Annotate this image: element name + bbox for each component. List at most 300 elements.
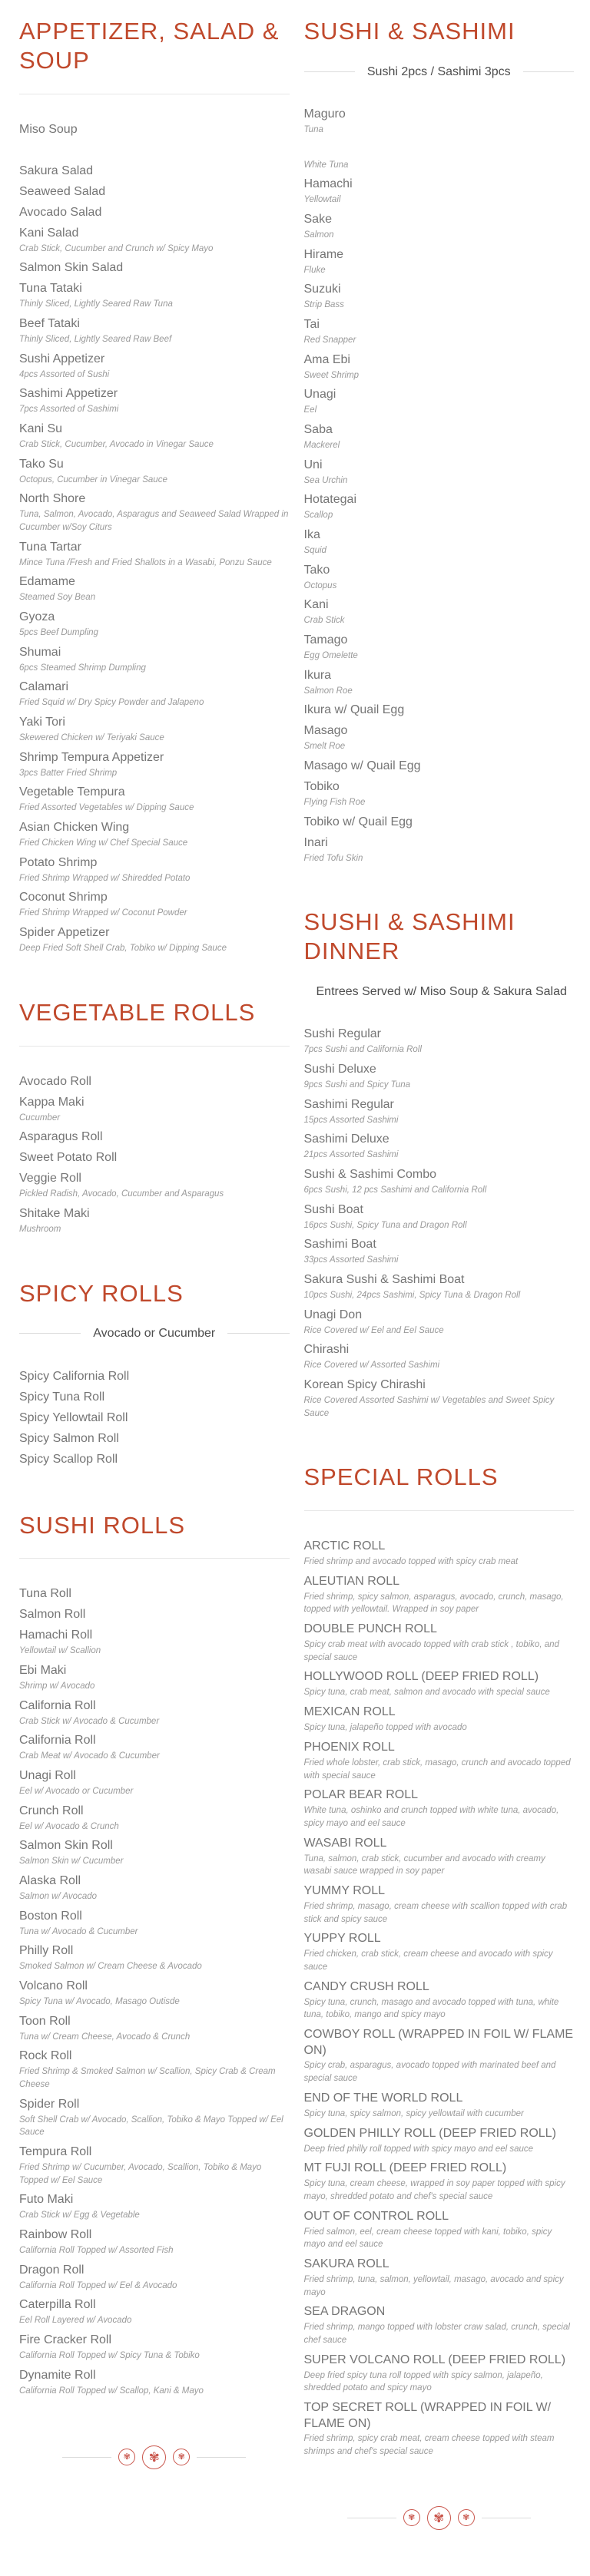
menu-item bbox=[19, 143, 290, 159]
item-description: Squid bbox=[303, 546, 326, 556]
item-list bbox=[19, 1369, 290, 1468]
item-name: Sashimi Boat bbox=[303, 1238, 376, 1252]
menu-item bbox=[19, 1150, 290, 1166]
item-name: Sashimi Regular bbox=[303, 1097, 394, 1111]
item-description: Spicy crab meat with avocado topped with crab stick , tobiko, and special sauce bbox=[303, 1640, 559, 1662]
item-name: Gyoza bbox=[19, 610, 55, 624]
menu-item bbox=[304, 815, 575, 831]
menu-item bbox=[304, 563, 575, 593]
menu-item bbox=[19, 1129, 290, 1146]
item-list bbox=[19, 1586, 290, 2397]
menu-item bbox=[19, 205, 290, 221]
section-divider bbox=[19, 1046, 290, 1047]
menu-item bbox=[304, 1622, 575, 1664]
item-name: Coconut Shrimp bbox=[19, 891, 108, 904]
menu-item bbox=[19, 457, 290, 487]
divider-line bbox=[304, 71, 355, 72]
item-description: Mushroom bbox=[19, 1224, 61, 1234]
menu-item bbox=[304, 2353, 575, 2395]
menu-item bbox=[19, 574, 290, 604]
item-description: Eel Roll Layered w/ Avocado bbox=[19, 2316, 132, 2326]
menu-item bbox=[19, 2368, 290, 2398]
item-description: Rice Covered w/ Assorted Sashimi bbox=[303, 1361, 440, 1371]
item-name: Maguro bbox=[303, 107, 346, 121]
item-name bbox=[304, 142, 575, 158]
item-name: Sushi Deluxe bbox=[303, 1062, 376, 1076]
item-description: Spicy crab, asparagus, avocado topped with marinated beef and special sauce bbox=[303, 2061, 556, 2084]
item-name: Salmon Skin Salad bbox=[19, 261, 124, 275]
item-name: END OF THE WORLD ROLL bbox=[303, 2091, 463, 2105]
item-description: Tuna w/ Cream Cheese, Avocado & Crunch bbox=[19, 2032, 191, 2042]
flower-icon: ✾ bbox=[458, 2509, 475, 2526]
item-name: Spider Appetizer bbox=[19, 926, 110, 940]
item-name: Sakura Salad bbox=[19, 164, 94, 177]
menu-section bbox=[19, 998, 290, 1236]
item-name: Sashimi Deluxe bbox=[303, 1133, 389, 1146]
item-name: Spicy Tuna Roll bbox=[19, 1390, 105, 1404]
menu-item bbox=[304, 492, 575, 522]
item-description: Fried Shrimp Wrapped w/ Shiredded Potato bbox=[19, 873, 191, 883]
item-description: Salmon Roe bbox=[303, 686, 353, 696]
item-name: Rainbow Roll bbox=[19, 2228, 92, 2242]
item-name: Sushi Boat bbox=[303, 1202, 363, 1216]
item-name: Tobiko bbox=[303, 780, 340, 794]
item-description: 6pcs Sushi, 12 pcs Sashimi and California Roll bbox=[303, 1185, 487, 1195]
menu-item bbox=[304, 1539, 575, 1569]
item-name: Masago w/ Quail Egg bbox=[303, 759, 421, 773]
menu-item bbox=[304, 1574, 575, 1616]
item-name: Futo Maki bbox=[19, 2193, 74, 2207]
menu-item bbox=[19, 316, 290, 346]
item-description: Salmon Skin w/ Cucumber bbox=[19, 1857, 124, 1867]
menu-item bbox=[19, 785, 290, 815]
item-name: Volcano Roll bbox=[19, 1979, 88, 1993]
section-divider bbox=[304, 1510, 575, 1511]
menu-item bbox=[19, 281, 290, 311]
item-description: Flying Fish Roe bbox=[303, 798, 366, 808]
menu-item bbox=[19, 2192, 290, 2222]
menu-item bbox=[19, 1431, 290, 1447]
item-name: GOLDEN PHILLY ROLL (DEEP FRIED ROLL) bbox=[303, 2126, 556, 2140]
item-name: OUT OF CONTROL ROLL bbox=[303, 2209, 449, 2223]
menu-item bbox=[304, 1931, 575, 1973]
item-description: California Roll Topped w/ Scallop, Kani & Mayo bbox=[19, 2386, 204, 2396]
item-name: Philly Roll bbox=[19, 1944, 74, 1958]
item-name: Korean Spicy Chirashi bbox=[303, 1377, 426, 1391]
menu-item bbox=[304, 2027, 575, 2085]
item-name: Kappa Maki bbox=[19, 1095, 85, 1109]
menu-section bbox=[304, 17, 575, 865]
item-description: Mince Tuna /Fresh and Fried Shallots in a Wasabi, Ponzu Sauce bbox=[19, 557, 272, 567]
item-description: Fried shrimp, tuna, salmon, yellowtail, masago, avocado and spicy mayo bbox=[303, 2274, 564, 2297]
menu-item bbox=[19, 2144, 290, 2187]
section-divider-with-note bbox=[304, 984, 575, 999]
item-description: 10pcs Sushi, 24pcs Sashimi, Spicy Tuna & Dragon Roll bbox=[303, 1290, 521, 1300]
menu-item bbox=[304, 247, 575, 277]
divider-line bbox=[197, 2457, 246, 2458]
item-name: Asian Chicken Wing bbox=[19, 821, 130, 835]
item-name: Toon Roll bbox=[19, 2014, 71, 2028]
menu-item bbox=[304, 1787, 575, 1830]
item-name: POLAR BEAR ROLL bbox=[303, 1788, 418, 1802]
item-name: Calamari bbox=[19, 680, 69, 694]
item-name: Avocado Salad bbox=[19, 205, 102, 219]
menu-item bbox=[19, 1369, 290, 1385]
item-name: Spider Roll bbox=[19, 2097, 80, 2111]
menu-item bbox=[304, 668, 575, 698]
item-description: Octopus, Cucumber in Vinegar Sauce bbox=[19, 475, 167, 484]
section-title: VEGETABLE ROLLS bbox=[19, 998, 256, 1026]
menu-item bbox=[19, 1873, 290, 1903]
item-name: Sashimi Appetizer bbox=[19, 387, 118, 401]
menu-item bbox=[304, 458, 575, 488]
item-description: Steamed Soy Bean bbox=[19, 593, 96, 603]
menu-item bbox=[304, 317, 575, 347]
item-name: Shitake Maki bbox=[19, 1206, 90, 1220]
item-description: Egg Omelette bbox=[303, 651, 358, 661]
item-description: Skewered Chicken w/ Teriyaki Sauce bbox=[19, 733, 164, 743]
menu-item bbox=[19, 352, 290, 382]
menu-item bbox=[19, 2227, 290, 2257]
item-description: Fried shrimp, spicy salmon, asparagus, avocado, crunch, masago, topped with yellowtail. Wrapped in soy paper bbox=[303, 1592, 564, 1615]
item-name: Kani Su bbox=[19, 422, 63, 435]
item-name: Sushi Appetizer bbox=[19, 352, 105, 365]
item-description: Soft Shell Crab w/ Avocado, Scallion, Tobiko & Mayo Topped w/ Eel Sauce bbox=[19, 2115, 283, 2138]
item-description: Mackerel bbox=[303, 441, 340, 451]
menu-item bbox=[304, 1836, 575, 1878]
menu-item bbox=[19, 386, 290, 416]
menu-item bbox=[19, 820, 290, 850]
item-name: YUPPY ROLL bbox=[303, 1932, 381, 1946]
item-description: Fried shrimp, mango topped with lobster craw salad, crunch, special chef sauce bbox=[303, 2323, 570, 2345]
item-description: Tuna, Salmon, Avocado, Asparagus and Seaweed Salad Wrapped in Cucumber w/Soy Citurs bbox=[19, 510, 289, 532]
item-name: Spicy California Roll bbox=[19, 1369, 130, 1383]
item-description: Eel bbox=[303, 405, 317, 415]
item-description: California Roll Topped w/ Eel & Avocado bbox=[19, 2280, 177, 2290]
item-description: Strip Bass bbox=[303, 300, 344, 310]
item-description: Fried Squid w/ Dry Spicy Powder and Jalapeno bbox=[19, 698, 204, 708]
menu-item bbox=[304, 1342, 575, 1372]
item-name: Sushi & Sashimi Combo bbox=[303, 1167, 437, 1181]
menu-item bbox=[19, 680, 290, 709]
menu-item bbox=[304, 779, 575, 809]
item-description: Fried Shrimp w/ Cucumber, Avocado, Scallion, Tobiko & Mayo Topped w/ Eel Sauce bbox=[19, 2163, 262, 2185]
item-name: Kani Salad bbox=[19, 226, 79, 240]
section-title: SPICY ROLLS bbox=[19, 1279, 184, 1307]
menu-section bbox=[304, 908, 575, 1420]
menu-item bbox=[19, 491, 290, 534]
item-description: Sea Urchin bbox=[303, 475, 348, 485]
item-description: 33pcs Assorted Sashimi bbox=[303, 1255, 399, 1265]
flower-icon: ✾ bbox=[427, 2506, 451, 2530]
item-list bbox=[304, 107, 575, 865]
menu-item bbox=[19, 1943, 290, 1973]
menu-item bbox=[304, 387, 575, 417]
menu-item bbox=[304, 2304, 575, 2346]
menu-item bbox=[304, 633, 575, 663]
item-name: Miso Soup bbox=[19, 122, 78, 136]
menu-item bbox=[304, 1202, 575, 1232]
item-name: Tempura Roll bbox=[19, 2145, 92, 2159]
menu-item bbox=[304, 597, 575, 627]
item-name: Salmon Skin Roll bbox=[19, 1839, 113, 1853]
item-description: Spicy Tuna w/ Avocado, Masago Outisde bbox=[19, 1997, 180, 2007]
item-name: YUMMY ROLL bbox=[303, 1883, 386, 1897]
menu-item bbox=[19, 1390, 290, 1406]
menu-item bbox=[19, 1607, 290, 1623]
flower-divider bbox=[347, 2506, 531, 2530]
item-name: CANDY CRUSH ROLL bbox=[303, 1979, 429, 1993]
item-name: Spicy Salmon Roll bbox=[19, 1431, 119, 1445]
menu-item bbox=[304, 759, 575, 775]
item-description: Fried shrimp and avocado topped with spicy crab meat bbox=[303, 1557, 519, 1567]
menu-item bbox=[304, 2161, 575, 2203]
item-description: Salmon w/ Avocado bbox=[19, 1892, 98, 1902]
item-name: Salmon Roll bbox=[19, 1608, 86, 1622]
item-description: Spicy tuna, crab meat, salmon and avocado with special sauce bbox=[303, 1688, 550, 1698]
menu-section bbox=[19, 1511, 290, 2398]
item-description: Tuna, salmon, crab stick, cucumber and avocado with creamy wasabi sauce wrapped in soy paper bbox=[303, 1853, 545, 1877]
item-name: Uni bbox=[303, 458, 323, 471]
item-description: Fried whole lobster, crab stick, masago, crunch and avocado topped with special sauce bbox=[303, 1758, 571, 1781]
item-name: Veggie Roll bbox=[19, 1172, 81, 1185]
item-name: Vegetable Tempura bbox=[19, 785, 125, 799]
item-name: Yaki Tori bbox=[19, 716, 65, 729]
menu-item bbox=[19, 1909, 290, 1939]
menu-item bbox=[304, 723, 575, 753]
section-title: APPETIZER, SALAD & SOUP bbox=[19, 18, 280, 74]
menu-item bbox=[19, 1586, 290, 1602]
item-name: Sake bbox=[303, 213, 332, 227]
item-description: Fried Shrimp Wrapped w/ Coconut Powder bbox=[19, 908, 187, 918]
menu-item bbox=[304, 177, 575, 207]
menu-item bbox=[19, 184, 290, 200]
menu-section bbox=[304, 1463, 575, 2459]
item-name: Kani bbox=[303, 598, 329, 612]
item-name: Dragon Roll bbox=[19, 2263, 85, 2277]
item-description: Fried shrimp, spicy crab meat, cream cheese topped with steam shrimps and chef's special sauce bbox=[303, 2434, 555, 2457]
menu-column-left bbox=[19, 17, 290, 2530]
menu-item bbox=[19, 2097, 290, 2139]
item-name: Unagi Roll bbox=[19, 1769, 76, 1783]
item-description: Crab Stick, Cucumber, Avocado in Vinegar Sauce bbox=[19, 439, 214, 449]
flower-icon: ✾ bbox=[173, 2449, 190, 2465]
item-list bbox=[19, 1074, 290, 1236]
item-description: Pickled Radish, Avocado, Cucumber and Asparagus bbox=[19, 1189, 224, 1199]
item-description: Fried chicken, crab stick, cream cheese and avocado with spicy sauce bbox=[303, 1949, 553, 1972]
item-description: Scallop bbox=[303, 511, 333, 521]
item-name: Shumai bbox=[19, 645, 61, 659]
menu-item bbox=[304, 1669, 575, 1699]
item-name: Tobiko w/ Quail Egg bbox=[303, 815, 413, 828]
item-name: Ika bbox=[303, 528, 320, 542]
menu-item bbox=[19, 1838, 290, 1868]
menu-item bbox=[304, 1308, 575, 1338]
menu-item bbox=[19, 1206, 290, 1236]
menu-column-right bbox=[304, 17, 575, 2530]
menu-item bbox=[19, 925, 290, 955]
item-description: Smoked Salmon w/ Cream Cheese & Avocado bbox=[19, 1962, 202, 1972]
item-description: 21pcs Assorted Sashimi bbox=[303, 1150, 399, 1160]
item-name: TOP SECRET ROLL (WRAPPED IN FOIL W/ FLAME ON) bbox=[303, 2400, 552, 2430]
item-description: Deep fried spicy tuna roll topped with spicy salmon, jalapeño, shredded potato and spicy mayo bbox=[303, 2370, 543, 2393]
item-name: Ama Ebi bbox=[303, 352, 350, 366]
flower-divider bbox=[62, 2445, 246, 2469]
item-name: Tako Su bbox=[19, 457, 64, 471]
item-description: Crab Stick, Cucumber and Crunch w/ Spicy Mayo bbox=[19, 243, 214, 253]
menu-item bbox=[19, 1698, 290, 1728]
menu-item bbox=[304, 1237, 575, 1267]
menu-item bbox=[304, 107, 575, 137]
item-name: SAKURA ROLL bbox=[303, 2257, 389, 2270]
item-description: Fried Chicken Wing w/ Chef Special Sauce bbox=[19, 838, 188, 848]
menu-item bbox=[304, 835, 575, 865]
menu-item bbox=[19, 226, 290, 256]
item-name: Ikura w/ Quail Egg bbox=[303, 703, 405, 717]
menu-item bbox=[19, 422, 290, 451]
item-description: 15pcs Assorted Sashimi bbox=[303, 1115, 399, 1125]
item-name: MEXICAN ROLL bbox=[303, 1705, 396, 1719]
menu-item bbox=[19, 2014, 290, 2044]
item-description: Eel w/ Avocado or Cucumber bbox=[19, 1787, 134, 1797]
menu-item bbox=[304, 1132, 575, 1162]
menu-item bbox=[304, 282, 575, 312]
divider-note: Sushi 2pcs / Sashimi 3pcs bbox=[366, 64, 511, 78]
item-description: Tuna w/ Avocado & Cucumber bbox=[19, 1926, 138, 1936]
menu-item bbox=[19, 2049, 290, 2091]
item-name: ALEUTIAN ROLL bbox=[303, 1574, 399, 1588]
section-title: SUSHI & SASHIMI DINNER bbox=[303, 908, 515, 965]
menu-item bbox=[19, 1410, 290, 1427]
item-name: WASABI ROLL bbox=[303, 1836, 387, 1850]
item-name: MT FUJI ROLL (DEEP FRIED ROLL) bbox=[303, 2161, 507, 2175]
item-name: ARCTIC ROLL bbox=[303, 1539, 386, 1553]
item-name: Tuna Roll bbox=[19, 1587, 71, 1601]
item-description: Sweet Shrimp bbox=[303, 370, 360, 380]
item-name: Hamachi bbox=[303, 177, 353, 191]
item-description: Spicy tuna, cream cheese, wrapped in soy paper topped with spicy mayo, shredded potato and chef's special sauce bbox=[303, 2179, 565, 2201]
menu-item bbox=[19, 2263, 290, 2293]
divider-line bbox=[19, 1333, 81, 1334]
menu-item bbox=[19, 1074, 290, 1090]
divider-line bbox=[62, 2457, 111, 2458]
item-description: Crab Meat w/ Avocado & Cucumber bbox=[19, 1751, 160, 1761]
menu-item bbox=[304, 2091, 575, 2121]
item-name: Suzuki bbox=[303, 283, 341, 296]
section-divider-with-note bbox=[19, 1326, 290, 1341]
menu-item bbox=[304, 1062, 575, 1092]
item-name: Avocado Roll bbox=[19, 1074, 91, 1088]
item-name: Spicy Yellowtail Roll bbox=[19, 1410, 128, 1424]
item-description: 16pcs Sushi, Spicy Tuna and Dragon Roll bbox=[303, 1220, 467, 1230]
item-description: Eel w/ Avocado & Crunch bbox=[19, 1821, 119, 1831]
item-name: Tako bbox=[303, 563, 330, 577]
menu-item bbox=[304, 2257, 575, 2299]
item-list bbox=[304, 1027, 575, 1420]
item-name: Tai bbox=[303, 318, 320, 332]
item-description: California Roll Topped w/ Assorted Fish bbox=[19, 2246, 174, 2256]
item-name: Shrimp Tempura Appetizer bbox=[19, 750, 164, 764]
item-description: Crab Stick w/ Avocado & Cucumber bbox=[19, 1716, 160, 1726]
item-description: 3pcs Batter Fried Shrimp bbox=[19, 768, 118, 778]
item-name: Tuna Tataki bbox=[19, 282, 82, 296]
item-name: Inari bbox=[303, 835, 328, 849]
item-name: Chirashi bbox=[303, 1343, 350, 1357]
menu-section bbox=[19, 1279, 290, 1468]
item-name: HOLLYWOOD ROLL (DEEP FRIED ROLL) bbox=[303, 1670, 539, 1684]
item-name: Tamago bbox=[303, 633, 348, 647]
item-description: Deep fried philly roll topped with spicy mayo and eel sauce bbox=[303, 2144, 534, 2154]
menu-item bbox=[19, 1452, 290, 1468]
menu-item bbox=[304, 1705, 575, 1734]
menu-item bbox=[19, 1768, 290, 1798]
item-description: Fluke bbox=[303, 265, 326, 275]
item-description: Fried salmon, eel, cream cheese topped with kani, tobiko, spicy mayo and eel sauce bbox=[303, 2227, 552, 2250]
menu-item bbox=[19, 1663, 290, 1693]
item-description: Rice Covered Assorted Sashimi w/ Vegetables and Sweet Spicy Sauce bbox=[303, 1395, 555, 1418]
item-name: Rock Roll bbox=[19, 2049, 72, 2063]
menu-item bbox=[19, 750, 290, 780]
menu-item bbox=[19, 164, 290, 180]
item-name: Unagi Don bbox=[303, 1308, 363, 1321]
item-description: Rice Covered w/ Eel and Eel Sauce bbox=[303, 1325, 444, 1335]
item-description: Shrimp w/ Avocado bbox=[19, 1682, 95, 1691]
divider-line bbox=[227, 1333, 289, 1334]
flower-icon: ✾ bbox=[403, 2509, 420, 2526]
menu-item bbox=[19, 1979, 290, 2009]
menu-item bbox=[304, 1377, 575, 1420]
item-description: Yellowtail w/ Scallion bbox=[19, 1646, 101, 1656]
item-name: Edamame bbox=[19, 575, 75, 589]
item-name: Asparagus Roll bbox=[19, 1130, 103, 1144]
menu-item bbox=[19, 610, 290, 640]
menu-item bbox=[304, 2209, 575, 2251]
menu-item bbox=[304, 1027, 575, 1057]
menu-item bbox=[304, 1979, 575, 2022]
item-description: Crab Stick w/ Egg & Vegetable bbox=[19, 2211, 140, 2221]
menu-item bbox=[304, 422, 575, 452]
item-name: Hamachi Roll bbox=[19, 1629, 93, 1642]
item-name: SUPER VOLCANO ROLL (DEEP FRIED ROLL) bbox=[303, 2353, 566, 2366]
item-name: Ebi Maki bbox=[19, 1664, 67, 1678]
item-description: Spicy tuna, spicy salmon, spicy yellowtail with cucumber bbox=[303, 2108, 524, 2118]
menu-item bbox=[19, 540, 290, 570]
section-title: SUSHI & SASHIMI bbox=[303, 18, 515, 45]
item-description: Red Snapper bbox=[303, 336, 356, 346]
item-name: SEA DRAGON bbox=[303, 2305, 386, 2319]
item-name: Sweet Potato Roll bbox=[19, 1151, 118, 1165]
item-name: Fire Cracker Roll bbox=[19, 2333, 112, 2347]
item-name: Unagi bbox=[303, 388, 336, 402]
item-name: Boston Roll bbox=[19, 1909, 82, 1923]
menu-item bbox=[304, 2400, 575, 2459]
item-description: Crab Stick bbox=[303, 616, 345, 626]
menu-item bbox=[304, 703, 575, 719]
menu-item bbox=[304, 352, 575, 382]
item-description: White Tuna bbox=[303, 160, 349, 170]
item-description: Spicy tuna, jalapeño topped with avocado bbox=[303, 1723, 467, 1733]
menu-item bbox=[19, 1733, 290, 1763]
menu-item bbox=[304, 1167, 575, 1197]
menu-item bbox=[19, 715, 290, 745]
item-name: Dynamite Roll bbox=[19, 2368, 96, 2382]
item-description: Thinly Sliced, Lightly Seared Raw Beef bbox=[19, 334, 172, 344]
menu-item bbox=[304, 1883, 575, 1926]
item-description: Salmon bbox=[303, 230, 334, 240]
menu-item bbox=[304, 1740, 575, 1782]
menu-item bbox=[19, 1095, 290, 1125]
item-description: Yellowtail bbox=[303, 195, 341, 205]
